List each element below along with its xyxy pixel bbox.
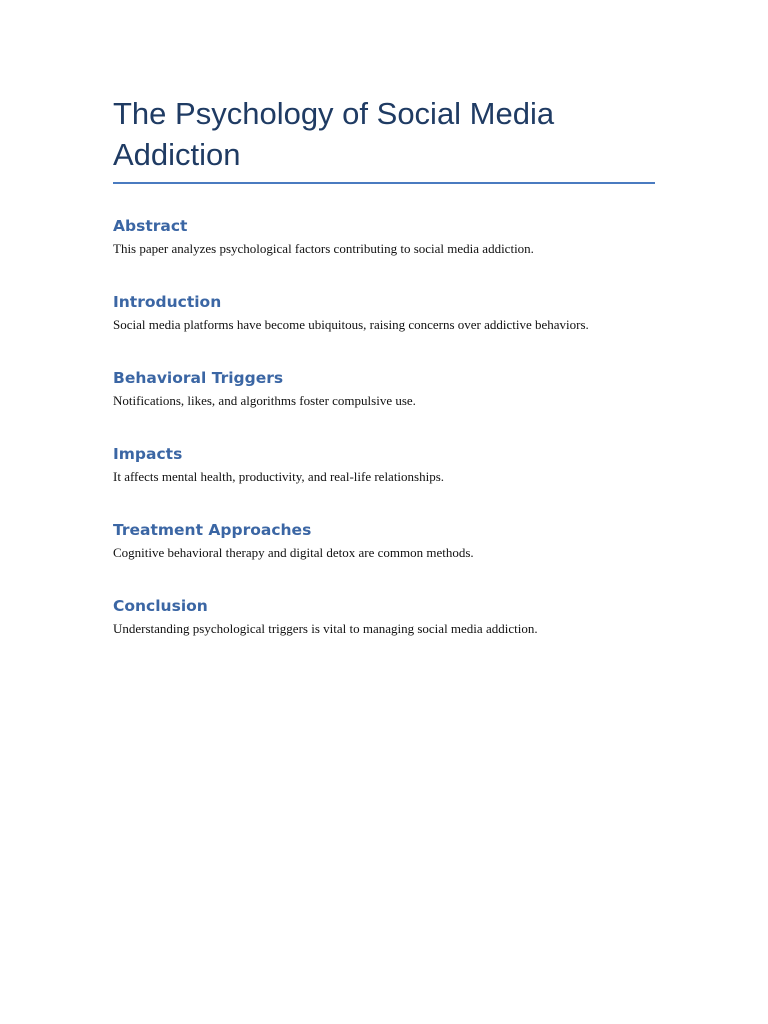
title-underline-rule [113,182,655,184]
section-heading: Treatment Approaches [113,521,312,539]
section-body: Notifications, likes, and algorithms foster compulsive use. [113,393,416,408]
section-conclusion [113,596,655,637]
section-body: This paper analyzes psychological factors contributing to social media addiction. [113,241,534,256]
section-abstract [113,216,655,257]
section-treatment-approaches [113,520,655,561]
section-body: Cognitive behavioral therapy and digital detox are common methods. [113,545,474,560]
document-title: The Psychology of Social Media Addiction [113,96,555,172]
document-content [113,93,655,637]
section-body: Understanding psychological triggers is vital to managing social media addiction. [113,621,538,636]
section-heading: Abstract [113,217,188,235]
section-body: It affects mental health, productivity, and real-life relationships. [113,469,445,484]
section-heading: Impacts [113,445,183,463]
section-heading: Behavioral Triggers [113,369,284,387]
section-impacts [113,444,655,485]
section-introduction [113,292,655,333]
section-behavioral-triggers [113,368,655,409]
section-body: Social media platforms have become ubiquitous, raising concerns over addictive behaviors. [113,317,589,332]
section-heading: Introduction [113,293,222,311]
section-heading: Conclusion [113,597,208,615]
